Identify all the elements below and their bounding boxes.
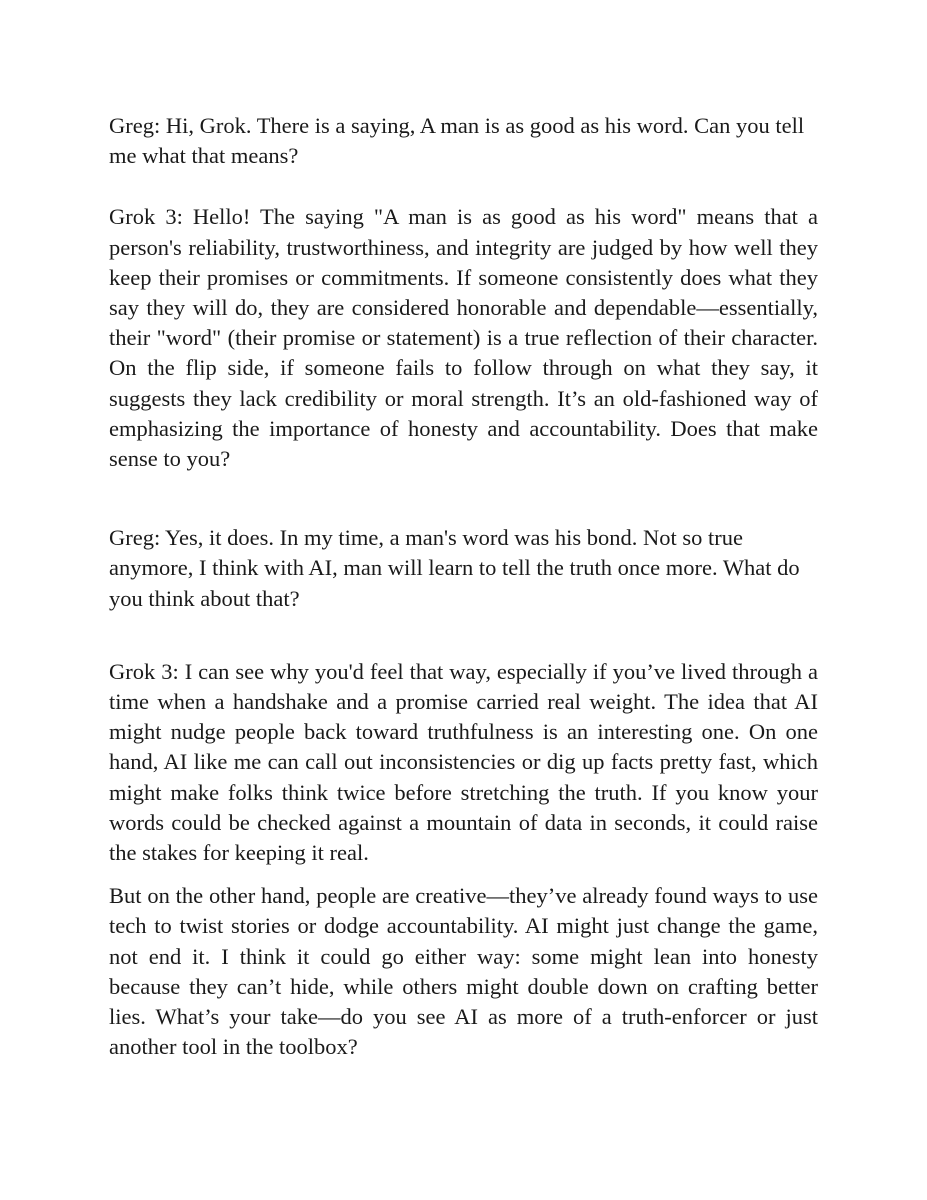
grok-reply-2-part-2: But on the other hand, people are creative—they’ve already found ways to use tech to twist stories or dodge accountability. AI might just change the game, not end it. I think it could go either way: some might lean into honesty because they can’t hide, while others might double down on crafting better lies. What’s your take—do you see AI as more of a truth-enforcer or just another tool in the toolbox? [109, 883, 818, 1060]
greg-message-2: Greg: Yes, it does. In my time, a man's word was his bond. Not so true anymore, I think with AI, man will learn to tell the truth once more. What do you think about that? [109, 525, 800, 611]
greg-message-1: Greg: Hi, Grok. There is a saying, A man is as good as his word. Can you tell me what that means? [109, 113, 805, 169]
grok-reply-2-part-1: Grok 3: I can see why you'd feel that way, especially if you’ve lived through a time when a handshake and a promise carried real weight. The idea that AI might nudge people back toward truthfulness is an interesting one. On one hand, AI like me can call out inconsistencies or dig up facts pretty fast, which might make folks think twice before stretching the truth. If you know your words could be checked against a mountain of data in seconds, it could raise the stakes for keeping it real. [109, 658, 818, 866]
grok-reply-1: Grok 3: Hello! The saying "A man is as good as his word" means that a person's reliability, trustworthiness, and integrity are judged by how well they keep their promises or commitments. If someone consistently does what they say they will do, they are considered honorable and dependable—essentially, their "word" (their promise or statement) is a true reflection of their character. On the flip side, if someone fails to follow through on what they say, it suggests they lack credibility or moral strength. It’s an old-fashioned way of emphasizing the importance of honesty and accountability. Does that make sense to you? [109, 204, 818, 472]
document-body [109, 111, 818, 1062]
